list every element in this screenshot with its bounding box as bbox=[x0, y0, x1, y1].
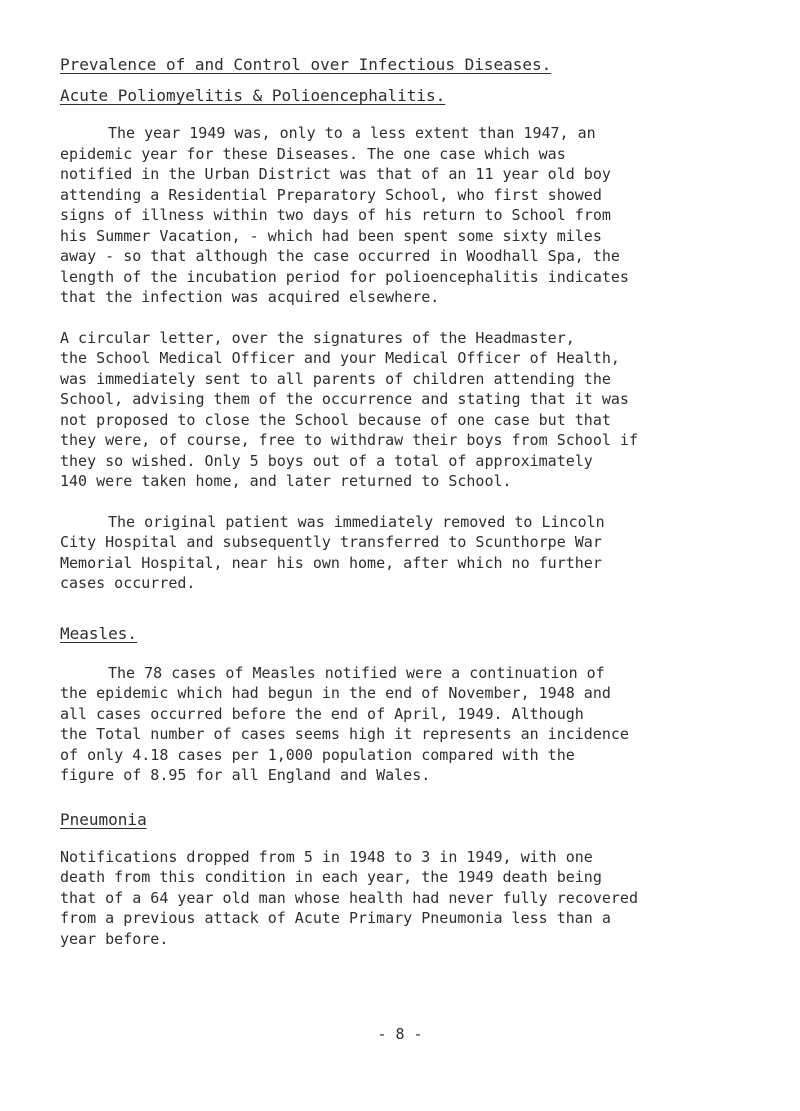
text-line: death from this condition in each year, the 1949 death being bbox=[60, 868, 602, 886]
text-line: Notifications dropped from 5 in 1948 to 3 in 1949, with one bbox=[60, 847, 593, 866]
text-line: 140 were taken home, and later returned to School. bbox=[60, 472, 512, 490]
text-line: City Hospital and subsequently transferred to Scunthorpe War bbox=[60, 533, 602, 551]
text-line: length of the incubation period for polioencephalitis indicates bbox=[60, 267, 629, 286]
text-line: epidemic year for these Diseases. The one case which was bbox=[60, 144, 566, 163]
text-line: they so wished. Only 5 boys out of a total of approximately bbox=[60, 451, 593, 470]
text-line: the School Medical Officer and your Medical Officer of Health, bbox=[60, 349, 620, 367]
section-heading-pneumonia: Pneumonia bbox=[60, 809, 147, 829]
document-page bbox=[60, 55, 760, 949]
text-line: year before. bbox=[60, 929, 169, 948]
text-line: from a previous attack of Acute Primary Pneumonia less than a bbox=[60, 909, 611, 927]
text-line: that of a 64 year old man whose health had never fully recovered bbox=[60, 888, 638, 907]
text-line: of only 4.18 cases per 1,000 population compared with the bbox=[60, 745, 575, 764]
text-line: A circular letter, over the signatures of the Headmaster, bbox=[60, 328, 575, 347]
page-number: - 8 - bbox=[377, 1025, 423, 1043]
paragraph-polio-2 bbox=[60, 328, 760, 492]
text-line: the Total number of cases seems high it represents an incidence bbox=[60, 725, 629, 743]
text-line: attending a Residential Preparatory School, who first showed bbox=[60, 185, 602, 204]
text-line: signs of illness within two days of his return to School from bbox=[60, 206, 611, 224]
text-line: The original patient was immediately removed to Lincoln bbox=[108, 512, 605, 531]
page-title: Prevalence of and Control over Infectious Diseases. bbox=[60, 55, 552, 74]
section-heading-measles: Measles. bbox=[60, 623, 138, 643]
paragraph-polio-1 bbox=[60, 123, 760, 308]
text-line: School, advising them of the occurrence and stating that it was bbox=[60, 390, 629, 408]
text-line: not proposed to close the School because of one case but that bbox=[60, 410, 611, 429]
text-line: away - so that although the case occurred in Woodhall Spa, the bbox=[60, 247, 620, 265]
paragraph-measles-1 bbox=[60, 663, 760, 786]
text-line: all cases occurred before the end of April, 1949. Although bbox=[60, 704, 584, 723]
text-line: they were, of course, free to withdraw their boys from School if bbox=[60, 431, 638, 449]
text-line: figure of 8.95 for all England and Wales. bbox=[60, 766, 431, 784]
text-line: The 78 cases of Measles notified were a continuation of bbox=[108, 663, 605, 682]
text-line: was immediately sent to all parents of children attending the bbox=[60, 369, 611, 388]
text-line: cases occurred. bbox=[60, 574, 196, 592]
section-heading-polio: Acute Poliomyelitis & Polioencephalitis. bbox=[60, 86, 446, 105]
text-line: notified in the Urban District was that of an 11 year old boy bbox=[60, 165, 611, 183]
text-line: Memorial Hospital, near his own home, after which no further bbox=[60, 553, 602, 572]
text-line: that the infection was acquired elsewhere. bbox=[60, 288, 440, 306]
text-line: the epidemic which had begun in the end of November, 1948 and bbox=[60, 684, 611, 702]
text-line: his Summer Vacation, - which had been spent some sixty miles bbox=[60, 226, 602, 245]
paragraph-polio-3 bbox=[60, 512, 760, 594]
paragraph-pneumonia-1 bbox=[60, 847, 760, 950]
text-line: The year 1949 was, only to a less extent than 1947, an bbox=[108, 124, 596, 142]
